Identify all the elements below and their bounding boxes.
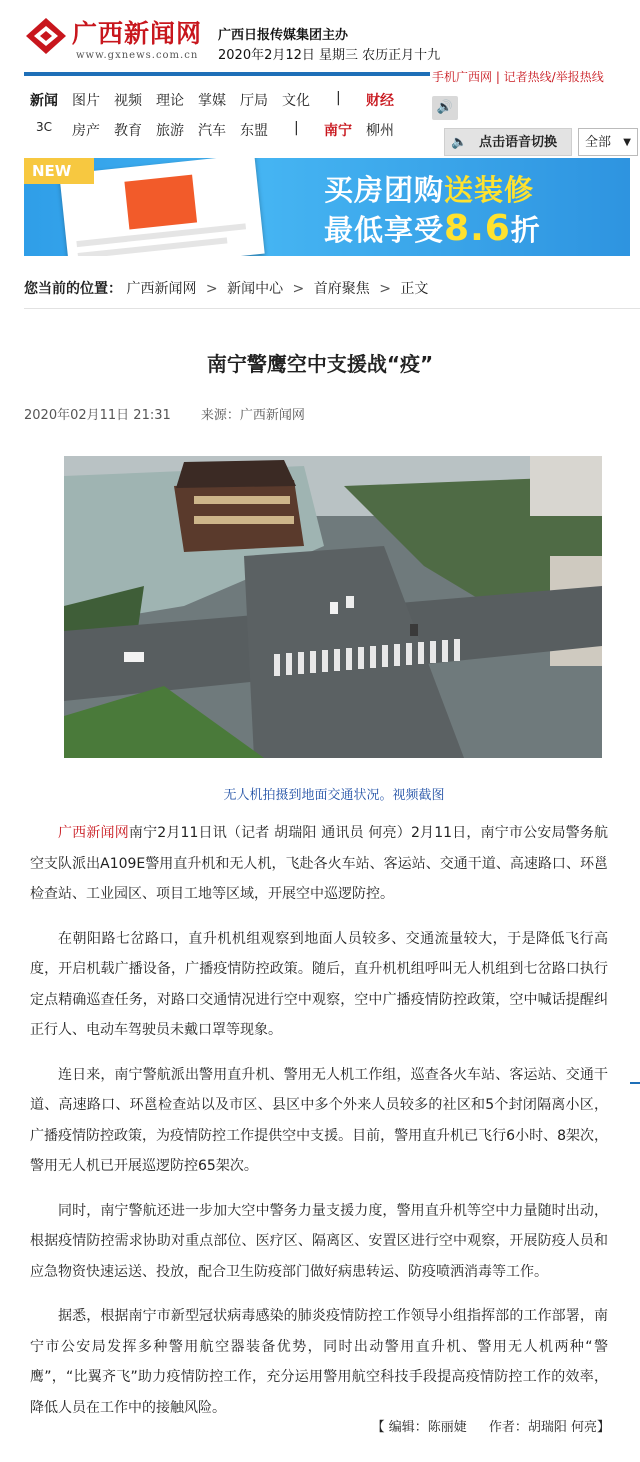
speaker-icon: 🔈: [451, 135, 468, 150]
article-body: [30, 818, 608, 1437]
header-divider: [24, 72, 430, 76]
nav-item-auto[interactable]: 汽车: [198, 123, 226, 139]
select-value: 全部: [585, 135, 612, 150]
source-link[interactable]: 广西新闻网: [58, 825, 129, 841]
banner-headline-2: 最低享受8.6折: [324, 208, 541, 249]
breadcrumb-item[interactable]: 首府聚焦: [313, 281, 370, 297]
breadcrumb-item: 正文: [400, 281, 429, 297]
nav-item-asean[interactable]: 东盟: [240, 123, 268, 139]
nav-item-bureau[interactable]: 厅局: [240, 93, 268, 109]
nav-item-3c[interactable]: 3C: [36, 120, 53, 134]
hotline-strip[interactable]: 手机广西网 | 记者热线/举报热线: [432, 70, 604, 84]
breadcrumb-divider: [24, 308, 640, 309]
nav-item-photo[interactable]: 图片: [72, 93, 100, 109]
search-scope-select[interactable]: [578, 128, 638, 156]
article-paragraph: 据悉，根据南宁市新型冠状病毒感染的肺炎疫情防控工作领导小组指挥部的工作部署，南宁市公安局发挥多种警用航空器装备优势，同时出动警用直升机、警用无人机两种“警鹰”，“比翼齐飞”助力疫情防控工作，充分运用警用航空科技手段提高疫情防控工作的效率，降低人员在工作中的接触风险。: [30, 1308, 608, 1416]
article-paragraph: 同时，南宁警航还进一步加大空中警务力量支援力度，警用直升机等空中力量随时出动，根据疫情防控需求协助对重点部位、医疗区、隔离区、安置区进行空中观察，开展防疫人员和应急物资快速运送、投放，配合卫生防疫部门做好病患转运、防疫喷洒消毒等工作。: [30, 1202, 608, 1280]
nav-item-education[interactable]: 教育: [114, 123, 142, 139]
nav-item-finance[interactable]: 财经: [366, 93, 394, 109]
nav-item-realestate[interactable]: 房产: [72, 123, 100, 139]
article-paragraph: 连日来，南宁警航派出警用直升机、警用无人机工作组，巡查各火车站、客运站、交通干道、高速路口、环邕检查站以及市区、县区中多个外来人员较多的社区和5个封闭隔离小区，广播疫情防控政策，为疫情防控工作提供空中支援。目前，警用直升机已飞行6小时、8架次，警用无人机已开展巡逻防控65架次。: [30, 1066, 608, 1174]
logo-url: www.gxnews.com.cn: [76, 50, 199, 61]
date-line: 2020年2月12日 星期三 农历正月十九: [218, 48, 441, 63]
author-name: 作者：胡瑞阳 何亮】: [488, 1420, 610, 1435]
article-datetime: 2020年02月11日 21:31: [24, 408, 171, 423]
speaker-icon: 🔊: [436, 100, 454, 115]
nav-item-nanning[interactable]: 南宁: [324, 123, 352, 139]
nav-item-travel[interactable]: 旅游: [156, 123, 184, 139]
new-badge: NEW: [24, 158, 94, 184]
nav-item-video[interactable]: 视频: [114, 93, 142, 109]
nav-item-theory[interactable]: 理论: [156, 93, 184, 109]
article-title: 南宁警鹰空中支援战“疫”: [206, 352, 434, 376]
speaker-button[interactable]: [432, 96, 458, 120]
caret-down-icon: ▼: [623, 137, 631, 148]
logo-text[interactable]: 广西新闻网: [72, 19, 203, 48]
nav-separator: |: [336, 90, 341, 106]
breadcrumb-label: 您当前的位置：: [24, 281, 122, 297]
breadcrumb-item[interactable]: 广西新闻网: [126, 281, 197, 297]
photo-caption: 无人机拍摄到地面交通状况。视频截图: [223, 788, 445, 803]
voice-switch-label: 点击语音切换: [479, 135, 558, 150]
article-photo: [64, 456, 602, 758]
nav-item-mobile[interactable]: 掌媒: [198, 93, 226, 109]
article-source: 来源：广西新闻网: [200, 408, 305, 423]
banner-headline-1: 买房团购送装修: [324, 173, 535, 207]
chevron-right-icon: >: [205, 281, 218, 297]
side-marker: [630, 1082, 640, 1084]
article-paragraph: 在朝阳路七岔路口，直升机机组观察到地面人员较多、交通流量较大，于是降低飞行高度，开启机载广播设备，广播疫情防控政策。随后，直升机机组呼叫无人机组到七岔路口执行定点精确巡查任务，对路口交通情况进行空中观察，空中广播疫情防控政策，空中喊话提醒纠正行人、电动车驾驶员未戴口罩等现象。: [30, 930, 608, 1038]
article-meta: [24, 404, 305, 423]
banner-thumb-graphic: [124, 175, 197, 230]
chevron-right-icon: >: [379, 281, 391, 297]
breadcrumb: [24, 278, 428, 298]
aerial-intersection-image: [64, 456, 602, 758]
article-paragraph: 广西新闻网南宁2月11日讯（记者 胡瑞阳 通讯员 何亮）2月11日，南宁市公安局警务航空支队派出A109E警用直升机和无人机，飞赴各火车站、客运站、交通干道、高速路口、环邕检查站、工业园区、项目工地等区域，开展空中巡逻防控。: [30, 825, 609, 902]
chevron-right-icon: >: [292, 281, 305, 297]
logo-icon[interactable]: [24, 16, 68, 56]
nav-item-culture[interactable]: 文化: [282, 93, 310, 109]
voice-switch-button[interactable]: [444, 128, 572, 156]
sponsor-text: 广西日报传媒集团主办: [218, 28, 349, 43]
editor-name: 【 编辑：陈丽婕: [371, 1420, 467, 1435]
nav-item-news[interactable]: 新闻: [30, 93, 58, 109]
site-header: [0, 0, 640, 72]
nav-item-liuzhou[interactable]: 柳州: [366, 123, 394, 139]
nav-separator: |: [294, 120, 299, 136]
breadcrumb-item[interactable]: 新闻中心: [227, 281, 284, 297]
ad-banner[interactable]: [24, 158, 630, 256]
editor-credit: [372, 1416, 610, 1435]
